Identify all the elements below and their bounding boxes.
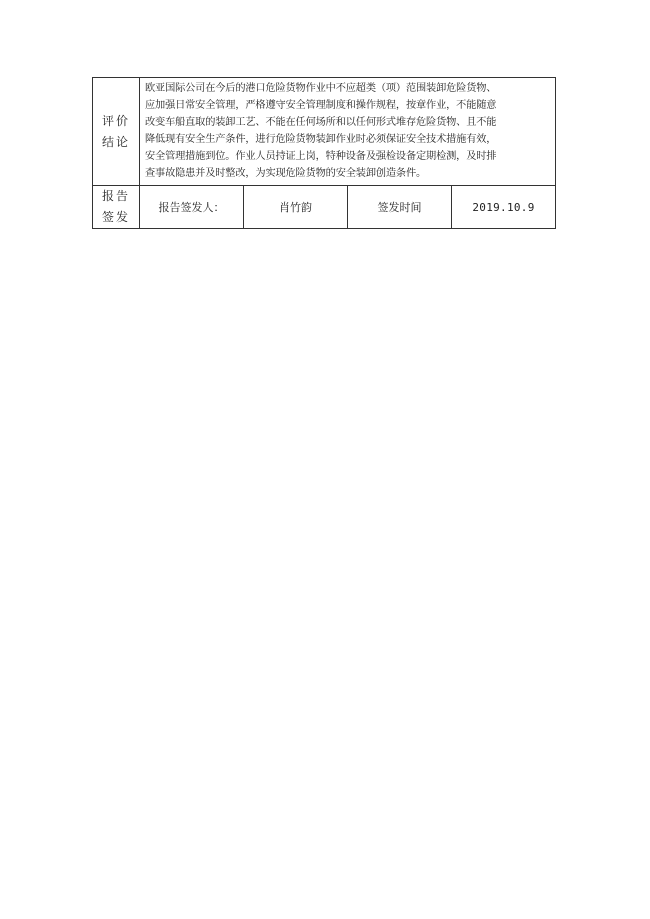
conclusion-line: 降低现有安全生产条件，进行危险货物装卸作业时必须保证安全技术措施有效， <box>145 134 497 145</box>
sign-label-line-2: 签发 <box>101 210 130 224</box>
signer-name: 肖竹韵 <box>244 186 348 229</box>
sign-label-line-1: 报告 <box>101 189 130 203</box>
conclusion-label-cell <box>93 78 140 186</box>
conclusion-line: 改变车船直取的装卸工艺、不能在任何场所和以任何形式堆存危险货物、且不能 <box>145 117 497 128</box>
sign-time-label: 签发时间 <box>348 186 452 229</box>
conclusion-line: 应加强日常安全管理，严格遵守安全管理制度和操作规程，按章作业，不能随意 <box>145 100 497 111</box>
signer-label: 报告签发人： <box>140 186 244 229</box>
conclusion-line: 安全管理措施到位。作业人员持证上岗，特种设备及强检设备定期检测，及时排 <box>145 151 497 162</box>
conclusion-row <box>93 78 556 186</box>
sign-label-cell <box>93 186 140 229</box>
conclusion-line: 查事故隐患并及时整改，为实现危险货物的安全装卸创造条件。 <box>145 168 427 179</box>
report-signoff-table <box>92 77 556 229</box>
sign-date: 2019.10.9 <box>452 186 556 229</box>
conclusion-label-line-1: 评价 <box>101 113 130 128</box>
conclusion-line: 欧亚国际公司在今后的港口危险货物作业中不应超类（项）范围装卸危险货物、 <box>145 83 497 94</box>
conclusion-label-line-2: 结论 <box>101 134 130 149</box>
conclusion-text-cell <box>140 78 556 186</box>
sign-row <box>93 186 556 229</box>
